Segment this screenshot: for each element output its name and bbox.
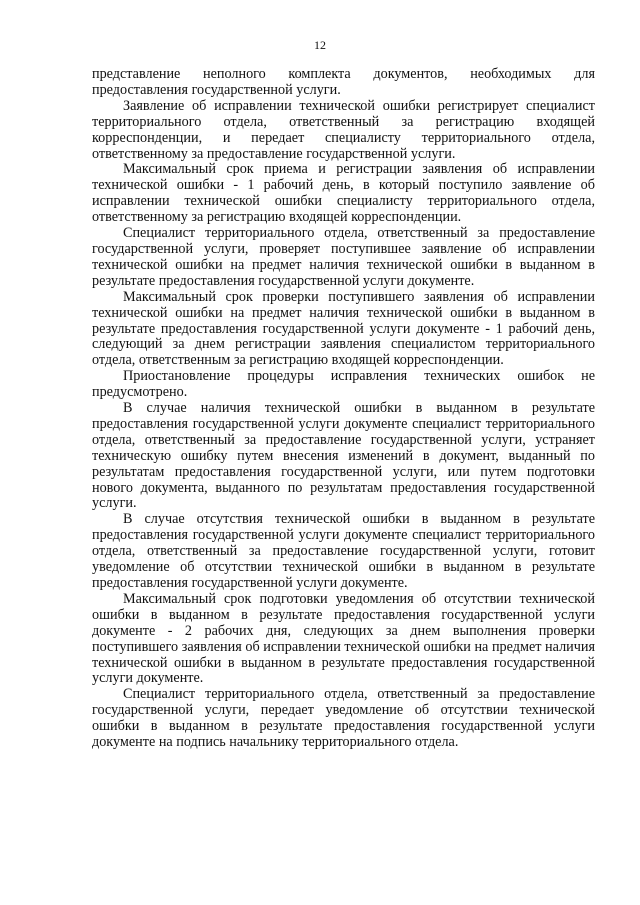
paragraph-notification-signature: Специалист территориального отдела, ответственный за предоставление государственной услуги, передает уведомление об отсутствии технической ошибки в выданном в результате предоставления государственной услуги документе на подпись начальнику территориального отдела. xyxy=(92,686,595,751)
page-number: 12 xyxy=(314,38,326,52)
paragraph-registration-deadline: Максимальный срок приема и регистрации заявления об исправлении технической ошибки - 1 рабочий день, в который поступило заявление об исправлении технической ошибки специалисту территориального отдела, ответственному за регистрацию входящей корреспонденции. xyxy=(92,161,595,226)
paragraph-error-absent: В случае отсутствия технической ошибки в выданном в результате предоставления государственной услуги документе специалист территориального отдела, ответственный за предоставление государственной услуги, готовит уведомление об отсутствии технической ошибки в выданном в результате предоставления государственной услуги документе. xyxy=(92,511,595,591)
paragraph-verification-deadline: Максимальный срок проверки поступившего заявления об исправлении технической ошибки на предмет наличия технической ошибки в выданном в результате предоставления государственной услуги документе - 1 рабочий день, следующий за днем регистрации заявления специалистом территориального отдела, ответственным за регистрацию входящей корреспонденции. xyxy=(92,288,595,369)
document-body xyxy=(92,67,595,751)
paragraph-suspension: Приостановление процедуры исправления технических ошибок не предусмотрено. xyxy=(92,368,595,401)
paragraph-continuation: представление неполного комплекта документов, необходимых для предоставления государственной услуги. xyxy=(92,66,595,98)
paragraph-registration: Заявление об исправлении технической ошибки регистрирует специалист территориального отдела, ответственный за регистрацию входящей корреспонденции, и передает специалисту территориального отдела, ответственному за предоставление государственной услуги. xyxy=(92,97,595,162)
paragraph-notification-deadline: Максимальный срок подготовки уведомления об отсутствии технической ошибки в выданном в результате предоставления государственной услуги документе - 2 рабочих дня, следующих за днем выполнения проверки поступившего заявления об исправлении технической ошибки на предмет наличия технической ошибки в выданном в результате предоставления государственной услуги документе. xyxy=(92,590,595,687)
paragraph-error-present: В случае наличия технической ошибки в выданном в результате предоставления государственной услуги документе специалист территориального отдела, ответственный за предоставление государственной услуги, устраняет техническую ошибку путем внесения изменений в документ, выданный по результатам предоставления государственной услуги, или путем подготовки нового документа, выданного по результатам предоставления государственной услуги. xyxy=(92,400,595,512)
paragraph-verification: Специалист территориального отдела, ответственный за предоставление государственной услуги, проверяет поступившее заявление об исправлении технической ошибки на предмет наличия технической ошибки в выданном в результате предоставления государственной услуги документе. xyxy=(92,225,595,289)
